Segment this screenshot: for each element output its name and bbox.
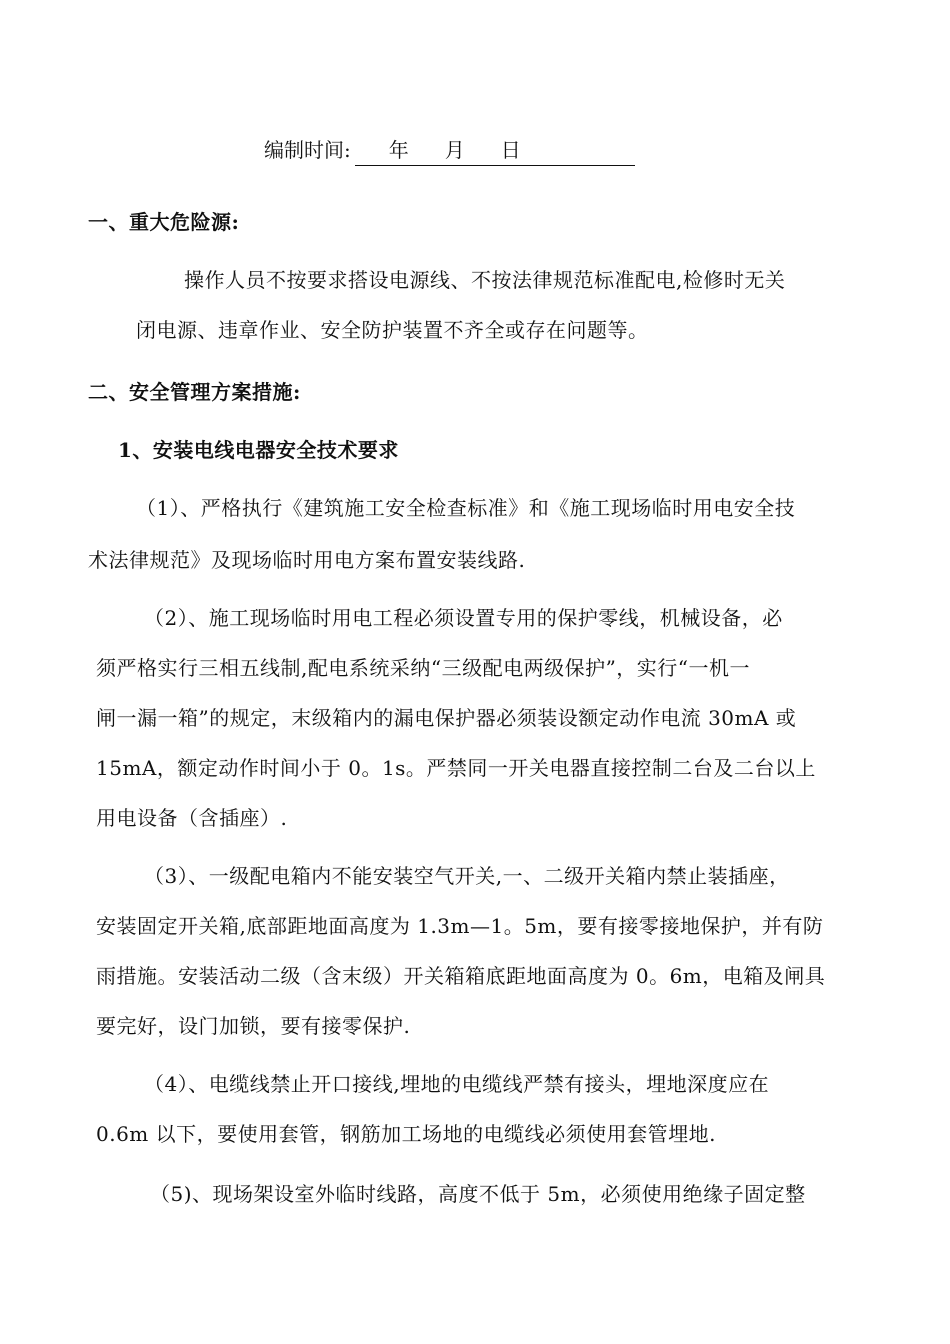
p3-line-3: 雨措施。安装活动二级（含末级）开关箱箱底距地面高度为 0。6m，电箱及闸具 [96,964,826,988]
compile-date-field [355,136,635,166]
section-1-title: 一、重大危险源: [88,210,240,234]
date-month: 月 [444,138,465,162]
subsection-1-title: 1、安装电线电器安全技术要求 [118,438,399,462]
p4-line-2: 0.6m 以下，要使用套管，钢筋加工场地的电缆线必须使用套管埋地. [96,1122,716,1146]
s1-line-1: 操作人员不按要求搭设电源线、不按法律规范标准配电,检修时无关 [184,268,786,292]
p1-line-2: 术法律规范》及现场临时用电方案布置安装线路. [88,548,526,572]
compile-date-row [264,136,635,166]
p3-line-2: 安装固定开关箱,底部距地面高度为 1.3m—1。5m，要有接零接地保护，并有防 [96,914,824,938]
p4-line-1: （4）、电缆线禁止开口接线,埋地的电缆线严禁有接头，埋地深度应在 [144,1072,770,1096]
p2-line-1: （2）、施工现场临时用电工程必须设置专用的保护零线，机械设备，必 [144,606,783,630]
compile-date-label: 编制时间: [264,138,351,162]
p3-line-1: （3）、一级配电箱内不能安装空气开关,一、二级开关箱内禁止装插座， [144,864,790,888]
s1-line-2: 闭电源、违章作业、安全防护装置不齐全或存在问题等。 [136,318,649,342]
p1-line-1: （1）、严格执行《建筑施工安全检查标准》和《施工现场临时用电安全技 [136,496,796,520]
date-year: 年 [388,138,409,162]
p2-line-5: 用电设备（含插座）. [96,806,288,830]
p2-line-4: 15mA，额定动作时间小于 0。1s。严禁同一开关电器直接控制二台及二台以上 [96,756,816,780]
date-day: 日 [500,138,521,162]
p5-line-1: （5)、现场架设室外临时线路，高度不低于 5m，必须使用绝缘子固定整 [150,1182,806,1206]
p3-line-4: 要完好，设门加锁，要有接零保护. [96,1014,411,1038]
p2-line-2: 须严格实行三相五线制,配电系统采纳“三级配电两级保护”，实行“一机一 [96,656,751,680]
p2-line-3: 闸一漏一箱”的规定，末级箱内的漏电保护器必须装设额定动作电流 30mA 或 [96,706,797,730]
section-2-title: 二、安全管理方案措施: [88,380,301,404]
